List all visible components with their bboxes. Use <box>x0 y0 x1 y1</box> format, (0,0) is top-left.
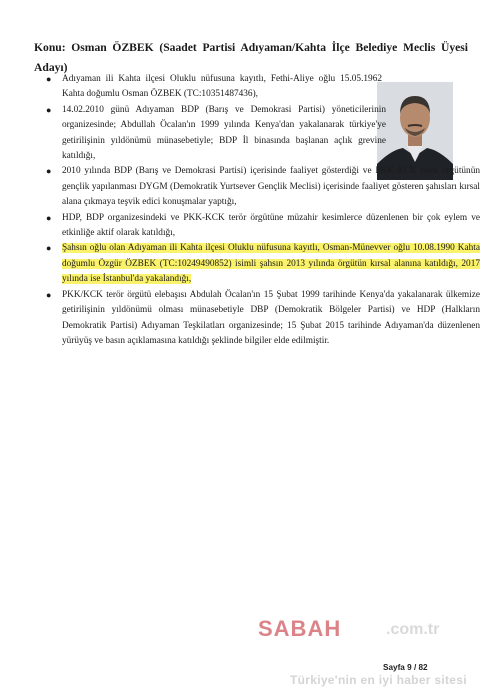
bullet-marker: ● <box>46 289 52 300</box>
bullet-text: 2010 yılında BDP (Barış ve Demokrasi Partisi) içerisinde faaliyet gösterdiği ve PKK-KCK terör örgütünün gençlik yapılanması DYGM (Demokratik Yurtsever Gençlik Meclisi) içerisinde faaliyet gösteren şahısları kırsal alana çıkmaya teşvik edici konuşmalar yaptığı, <box>62 166 480 208</box>
subject-heading: Konu: Osman ÖZBEK (Saadet Partisi Adıyaman/Kahta İlçe Belediye Meclis Üyesi Adayı) <box>34 41 468 74</box>
bullet-text: Adıyaman ili Kahta ilçesi Oluklu nüfusuna kayıtlı, Fethi-Aliye oğlu 15.05.1962 Kahta doğumlu Osman ÖZBEK (TC:10351487436), <box>62 74 382 100</box>
bullet-item <box>46 103 386 165</box>
bullet-item <box>46 211 480 242</box>
bullet-text: 14.02.2010 günü Adıyaman BDP (Barış ve Demokrasi Partisi) yöneticilerinin organizesinde; Abdullah Öcalan'ın 1999 yılında Kenya'dan yakalanarak türkiye'ye getirilişinin yıldönümü münasebetiyle; BDP İl binasında başlanan açlık grevine katıldığı, <box>62 104 386 162</box>
watermark-slogan: Türkiye'nin en iyi haber sitesi <box>290 673 467 687</box>
bullet-marker: ● <box>46 243 52 254</box>
bullet-item <box>46 72 382 103</box>
bullet-marker: ● <box>46 166 52 177</box>
page-number: Sayfa 9 / 82 <box>383 663 428 672</box>
bullet-marker: ● <box>46 212 52 223</box>
bullet-item <box>46 164 480 210</box>
bullet-item <box>46 288 480 350</box>
bullet-marker: ● <box>46 74 52 84</box>
bullet-text: Şahsın oğlu olan Adıyaman ili Kahta ilçesi Oluklu nüfusuna kayıtlı, Osman-Münevver oğlu 10.08.1990 Kahta doğumlu Özgür ÖZBEK (TC:10249490852) isimli şahsın 2013 yılında örgütün kırsal alanına katıldığı, 2017 yılında ise İstanbul'da yakalandığı, <box>62 243 480 285</box>
bullet-marker: ● <box>46 104 52 115</box>
info-bullet-list <box>46 72 480 349</box>
watermark-domain: .com.tr <box>386 621 440 638</box>
bullet-text: PKK/KCK terör örgütü elebaşısı Abdulah Öcalan'ın 15 Şubat 1999 tarihinde Kenya'da yakalanarak ülkemize getirilişinin yıldönümü olması münasebetiyle DBP (Demokratik Bölgeler Partisi) ve HDP (Halkların Demokratik Partisi) Adıyaman Teşkilatları organizesinde; 15 Şubat 2015 tarihinde Adıyaman'da düzenlenen yürüyüş ve basın açıklamasına katıldığı şeklinde bilgiler elde edilmiştir. <box>62 289 480 346</box>
watermark-logo: SABAH <box>258 616 342 641</box>
highlighted-bullet-item <box>46 241 480 287</box>
bullet-text: HDP, BDP organizesindeki ve PKK-KCK terör örgütüne müzahir kesimlerce düzenlenen bir çok eylem ve etkinliğe aktif olarak katıldığı, <box>62 212 480 239</box>
